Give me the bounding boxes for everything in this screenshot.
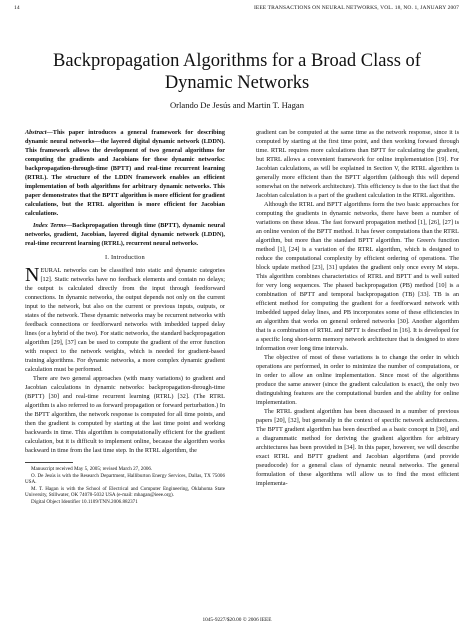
footnote-manuscript: Manuscript received May 5, 2005; revised March 27, 2006.: [31, 466, 153, 472]
abstract-label: Abstract—: [25, 129, 53, 136]
intro-paragraph-2: There are two general approaches (with many variations) to gradient and Jacobian calculations in dynamic networks: backpropagation-through-time (BPTT) [30] and real-time recurrent learning (RTRL) [32]. (The RTRL algorithm is also referred to as forward propagation or forward perturbation.) In the BPTT algorithm, the network response is computed for all time points, and then the gradient is computed by starting at the last time point and working backwards in time. This algorithm is computationally efficient for the gradient calculation, but it is difficult to implement online, because the algorithm works backward in time from the last time step. In the RTRL algorithm, the: [25, 375, 225, 454]
right-paragraph-2: Although the RTRL and BPTT algorithms form the two basic approaches for computing the gradients in dynamic networks, there have been a number of variations on these ideas. The fast forward propagation method [1], [26], [27] is an online version of the BPTT method. It has fewer computations than the RTRL algorithm, but more than the standard BPTT algorithm. The Green's function method [1], [24] is a variation of the RTRL algorithm, which is designed to reduce the computational complexity by efficient ordering of operations. The block update method [23], [31] updates the gradient only once every M steps. This algorithm combines characteristics of RTRL and BPTT and is well suited for very long sequences. The phased backpropagation (PB) method [10] is a combination of BPTT and temporal backpropagation (TB) [33]. TB is an efficient method for computing the gradient for a feedforward network with imbedded tapped delay lines, and PB incorporates some of these efficiencies in an algorithm that works on general ordered networks [30]. Another algorithm that is a combination of RTRL and BPTT is described in [16]. It is developed for a specific long short-term memory network architecture that is designed to store information over long time intervals.: [256, 201, 459, 352]
index-terms-label: Index Terms—: [33, 222, 73, 229]
intro-paragraph-1-text: EURAL networks can be classified into static and dynamic categories [12]. Static networks have no feedback elements and contain no delays; the output is calculated directly from the input through feedforward connections. In dynamic networks, the output depends not only on the current input to the network, but also on the current or previous inputs, outputs, or states of the network. These dynamic networks may be recurrent networks with feedback connections or feedforward networks with imbedded tapped delay lines (or a hybrid of the two). For static networks, the standard backpropagation algorithm [29], [37] can be used to compute the gradient of the error function with respect to the network weights, which is needed for gradient-based training algorithms. For dynamic networks, a more complex dynamic gradient calculation must be performed.: [25, 267, 225, 373]
index-terms-text: Backpropagation through time (BPTT), dynamic neural networks, gradient, Jacobian, layered digital dynamic network (LDDN), real-time recurrent learning (RTRL), recurrent neural networks.: [25, 222, 225, 247]
index-terms: [25, 221, 225, 248]
copyright-footer: 1045-9227/$20.00 © 2006 IEEE: [202, 617, 272, 623]
right-paragraph-4: The RTRL gradient algorithm has been discussed in a number of previous papers [20], [32], but generally in the context of specific network architectures. The BPTT gradient algorithm has been described as a basic concept in [30], and a diagrammatic method for deriving the gradient algorithm for arbitrary architectures has been provided in [34]. In this paper, however, we will describe exact RTRL and BPTT gradient and Jacobian algorithms (and provide pseudocode) for a general class of dynamic neural networks. The general formulation of these algorithms will allow us to find the most efficient implementa-: [256, 408, 459, 487]
footnote-doi: Digital Object Identifier 10.1109/TNN.2006.882371: [31, 498, 138, 505]
intro-paragraph-1: [25, 266, 225, 374]
footnote-author-1: O. De Jesús is with the Research Department, Halliburton Energy Services, Dallas, TX 75006 USA.: [25, 472, 225, 486]
abstract-text: This paper introduces a general framework for describing dynamic neural networks—the layered digital dynamic network (LDDN). This framework allows the development of two general algorithms for computing the gradients and Jacobians for these dynamic networks: backpropagation-through-time (BPTT) and real-time recurrent learning (RTRL). The structure of the LDDN framework enables an efficient implementation of both algorithms for arbitrary dynamic networks. This paper demonstrates that the BPTT algorithm is more efficient for gradient calculations, but the RTRL algorithm is more efficient for Jacobian calculations.: [25, 129, 225, 217]
section-heading: I. Introduction: [105, 254, 145, 261]
right-paragraph-1: gradient can be computed at the same time as the network response, since it is computed by starting at the first time point, and then working forward through time. RTRL requires more calculations than BPTT for calculating the gradient, but RTRL allows a convenient framework for online implementation [19]. For Jacobian calculations, as will be explained in Section V, the RTRL algorithm is generally more efficient than the BPTT algorithm (although this will depend somewhat on the network architecture). This efficiency is due to the fact that the Jacobian calculation is a part of the gradient calculation in the RTRL algorithm.: [256, 129, 459, 199]
author-line: Orlando De Jesús and Martin T. Hagan: [169, 100, 305, 110]
paper-title: Backpropagation Algorithms for a Broad Class of Dynamic Networks: [53, 51, 421, 93]
footnote-rule: [25, 462, 73, 463]
drop-cap: N: [25, 264, 40, 286]
footnote-author-2: M. T. Hagan is with the School of Electrical and Computer Engineering, Oklahoma State University, Stillwater, OK 74078-5032 USA (e-mail: mhagan@ieee.org).: [25, 485, 225, 499]
right-paragraph-3: The objective of most of these variations is to change the order in which operations are performed, in order to minimize the number of computations, or in order to allow an online implementation. Since most of the algorithms produce the same answer (since the gradient calculation is exact), the only two distinguishing features are the computational burden and the ability for online implementation.: [256, 354, 459, 406]
running-header: IEEE TRANSACTIONS ON NEURAL NETWORKS, VOL. 18, NO. 1, JANUARY 2007: [253, 5, 459, 11]
right-column: [256, 128, 459, 488]
abstract: [25, 128, 225, 218]
left-column: [25, 128, 225, 506]
page-number: 14: [14, 5, 20, 11]
